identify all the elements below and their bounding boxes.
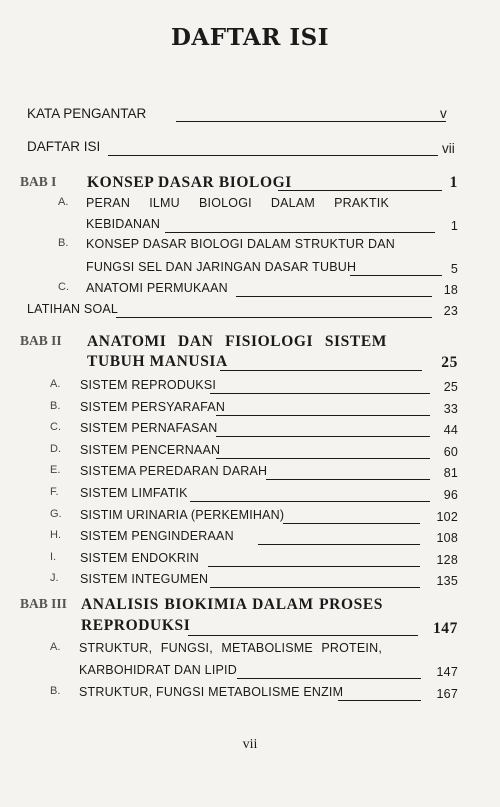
toc-entry-page: 44 <box>443 423 458 438</box>
toc-entry-label: SISTEM INTEGUMEN <box>80 572 209 587</box>
chapter-number: BAB I <box>20 174 57 189</box>
toc-entry-line2: KEBIDANAN <box>86 217 161 231</box>
item-letter: E. <box>50 464 61 477</box>
toc-entry-page: 1 <box>450 219 458 233</box>
item-letter: B. <box>50 685 61 697</box>
toc-entry-line1: PERAN ILMU BIOLOGI DALAM PRAKTIK <box>86 196 389 210</box>
toc-entry-page: 60 <box>443 444 458 459</box>
leader-line <box>176 121 446 122</box>
toc-entry-page: 102 <box>436 509 458 524</box>
toc-entry-page: 18 <box>443 283 458 297</box>
page-title: DAFTAR ISI <box>170 24 330 51</box>
toc-entry-label: SISTEM PENGINDERAAN <box>80 529 234 544</box>
item-letter: A. <box>50 641 61 653</box>
item-letter: A. <box>58 196 69 208</box>
chapter-title-line1: ANATOMI DAN FISIOLOGI SISTEM <box>87 333 387 350</box>
item-letter: C. <box>50 421 61 434</box>
chapter-page: 1 <box>449 174 458 191</box>
toc-entry-page: 5 <box>450 262 458 276</box>
toc-entry-label: LATIHAN SOAL <box>27 302 119 316</box>
chapter-title-line1: ANALISIS BIOKIMIA DALAM PROSES <box>81 596 383 613</box>
leader-line <box>266 479 430 480</box>
toc-entry-page: 147 <box>436 665 458 679</box>
leader-line <box>208 566 420 567</box>
toc-entry-page: 96 <box>443 488 458 502</box>
front-item-page: v <box>440 106 447 121</box>
chapter-title-line2: TUBUH MANUSIA <box>87 353 228 370</box>
item-letter: J. <box>50 572 59 585</box>
leader-line <box>278 190 442 191</box>
item-letter: H. <box>50 529 61 542</box>
item-letter: G. <box>50 507 62 520</box>
leader-line <box>210 587 420 588</box>
item-letter: B. <box>58 237 69 249</box>
toc-entry-page: 33 <box>443 401 458 416</box>
toc-entry-label: SISTEM PENCERNAAN <box>80 442 221 457</box>
leader-line <box>350 275 442 276</box>
chapter-page: 147 <box>432 620 458 637</box>
chapter-number: BAB III <box>20 596 67 611</box>
item-letter: A. <box>50 378 61 390</box>
page-number-footer: vii <box>242 737 258 752</box>
toc-entry-label: ANATOMI PERMUKAAN <box>86 281 228 295</box>
leader-line <box>210 393 430 394</box>
toc-entry-label: SISTEM PERNAFASAN <box>80 421 218 436</box>
item-letter: B. <box>50 399 61 412</box>
chapter-title-line2: REPRODUKSI <box>81 617 191 634</box>
leader-line <box>236 296 432 297</box>
item-letter: F. <box>50 486 59 498</box>
front-item-label: DAFTAR ISI <box>27 139 101 154</box>
toc-entry-label: STRUKTUR, FUNGSI METABOLISME ENZIM <box>79 685 344 699</box>
toc-entry-page: 108 <box>436 531 458 546</box>
leader-line <box>220 370 422 371</box>
leader-line <box>237 678 421 679</box>
leader-line <box>108 155 438 156</box>
front-item-label: KATA PENGANTAR <box>27 106 147 121</box>
toc-entry-line2: FUNGSI SEL DAN JARINGAN DASAR TUBUH <box>86 260 357 274</box>
leader-line <box>116 317 432 318</box>
toc-entry-label: SISTEMA PEREDARAN DARAH <box>80 464 268 479</box>
toc-entry-page: 135 <box>436 574 458 589</box>
chapter-title: KONSEP DASAR BIOLOGI <box>87 174 292 191</box>
leader-line <box>216 415 430 416</box>
item-letter: D. <box>50 442 61 455</box>
leader-line <box>216 458 430 459</box>
toc-entry-line2: KARBOHIDRAT DAN LIPID <box>79 663 237 677</box>
toc-entry-label: SISTEM LIMFATIK <box>80 486 188 500</box>
toc-entry-line1: STRUKTUR, FUNGSI, METABOLISME PROTEIN, <box>79 641 382 655</box>
leader-line <box>188 635 418 636</box>
toc-entry-page: 128 <box>436 552 458 567</box>
leader-line <box>258 544 420 545</box>
chapter-number: BAB II <box>20 333 62 348</box>
leader-line <box>283 523 420 524</box>
leader-line <box>338 700 421 701</box>
toc-entry-label: SISTIM URINARIA (PERKEMIHAN) <box>80 507 285 522</box>
toc-entry-label: SISTEM ENDOKRIN <box>80 550 199 565</box>
toc-entry-label: SISTEM PERSYARAFAN <box>80 399 226 414</box>
toc-entry-page: 25 <box>443 380 458 394</box>
front-item-page: vii <box>442 141 455 156</box>
leader-line <box>165 232 435 233</box>
item-letter: C. <box>58 281 69 293</box>
toc-entry-label: SISTEM REPRODUKSI <box>80 378 217 392</box>
toc-entry-line1: KONSEP DASAR BIOLOGI DALAM STRUKTUR DAN <box>86 237 396 251</box>
item-letter: I. <box>50 550 57 563</box>
leader-line <box>190 501 430 502</box>
toc-entry-page: 167 <box>436 687 458 701</box>
chapter-page: 25 <box>441 354 458 371</box>
toc-entry-page: 81 <box>443 466 458 481</box>
toc-entry-page: 23 <box>443 304 458 318</box>
leader-line <box>216 436 430 437</box>
